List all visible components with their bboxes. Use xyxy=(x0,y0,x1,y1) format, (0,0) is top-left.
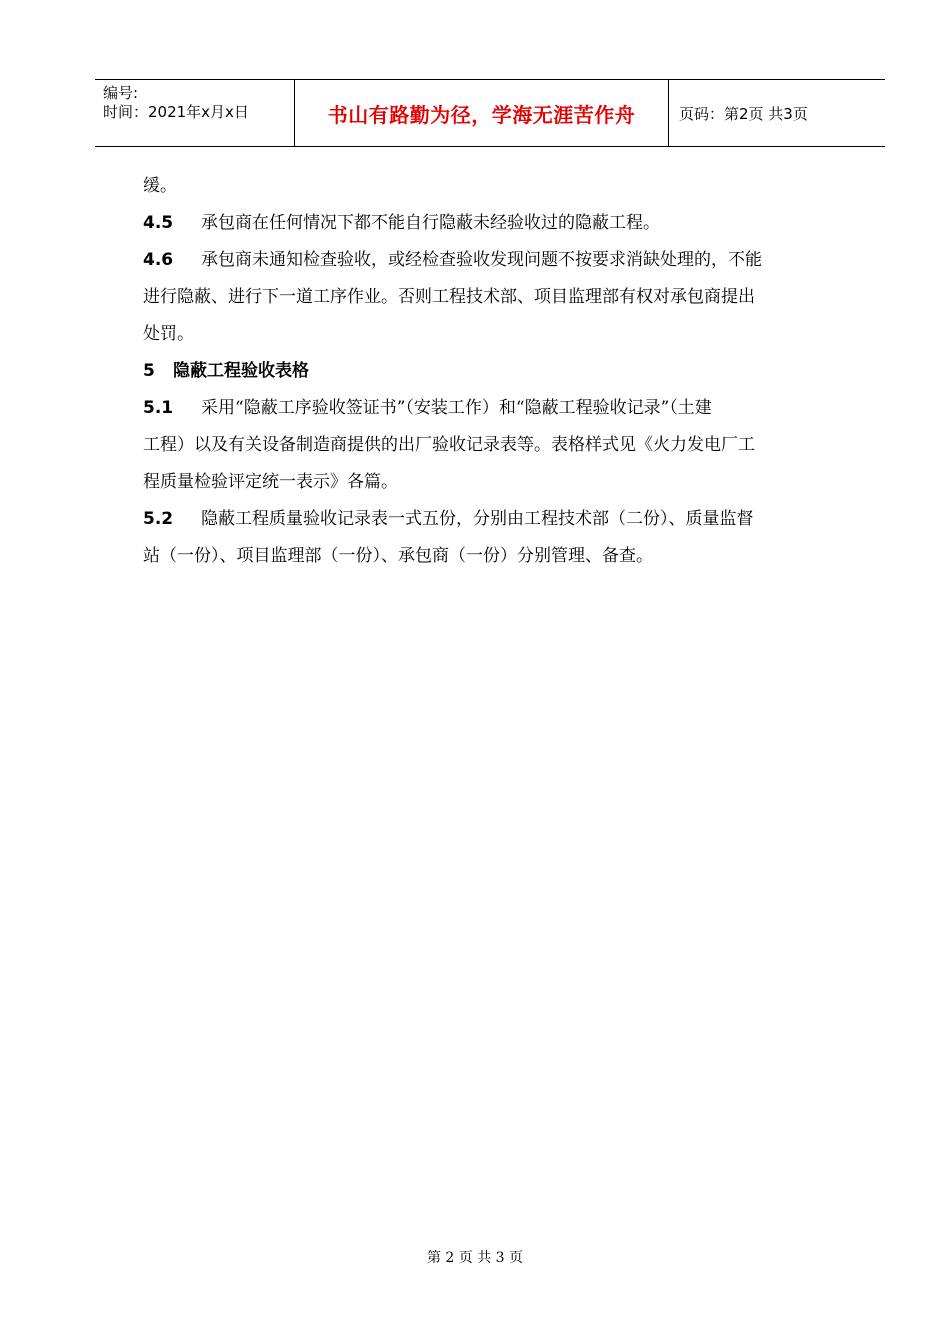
paragraph-5-2 xyxy=(143,501,833,538)
clause-number: 5.1 xyxy=(143,398,174,418)
text-line: 工程）以及有关设备制造商提供的出厂验收记录表等。表格样式见《火力发电厂工 xyxy=(143,435,755,455)
paragraph-4-5 xyxy=(143,205,833,242)
header-page-label: 页码：第2页 共3页 xyxy=(679,104,808,123)
clause-number: 4.5 xyxy=(143,213,174,233)
document-body xyxy=(143,168,833,575)
clause-text: 隐蔽工程质量验收记录表一式五份，分别由工程技术部（二份）、质量监督 xyxy=(201,509,754,529)
number-label: 编号: xyxy=(103,84,139,102)
text-line: 处罚。 xyxy=(143,324,194,344)
clause-text: 承包商未通知检查验收，或经检查验收发现问题不按要求消缺处理的，不能 xyxy=(201,250,762,270)
header-motto: 书山有路勤为径，学海无涯苦作舟 xyxy=(295,80,669,146)
clause-number: 4.6 xyxy=(143,250,174,270)
clause-text: 采用“隐蔽工序验收签证书”（安装工作）和“隐蔽工程验收记录”（土建 xyxy=(201,398,712,418)
document-header xyxy=(95,79,885,147)
section-5-heading xyxy=(143,353,833,390)
text-line: 程质量检验评定统一表示》各篇。 xyxy=(143,472,398,492)
paragraph-4-6 xyxy=(143,242,833,279)
text-line: 进行隐蔽、进行下一道工序作业。否则工程技术部、项目监理部有权对承包商提出 xyxy=(143,287,755,307)
header-meta xyxy=(95,80,295,146)
section-number: 5 xyxy=(143,361,155,381)
text-line: 缓。 xyxy=(143,176,177,196)
text-line: 站（一份）、项目监理部（一份）、承包商（一份）分别管理、备查。 xyxy=(143,546,653,566)
time-label: 时间：2021年x月x日 xyxy=(103,103,249,121)
page-footer: 第 2 页 共 3 页 xyxy=(426,1250,524,1266)
clause-text: 承包商在任何情况下都不能自行隐蔽未经验收过的隐蔽工程。 xyxy=(201,213,660,233)
section-title: 隐蔽工程验收表格 xyxy=(173,361,309,381)
clause-number: 5.2 xyxy=(143,509,174,529)
paragraph-5-1 xyxy=(143,390,833,427)
